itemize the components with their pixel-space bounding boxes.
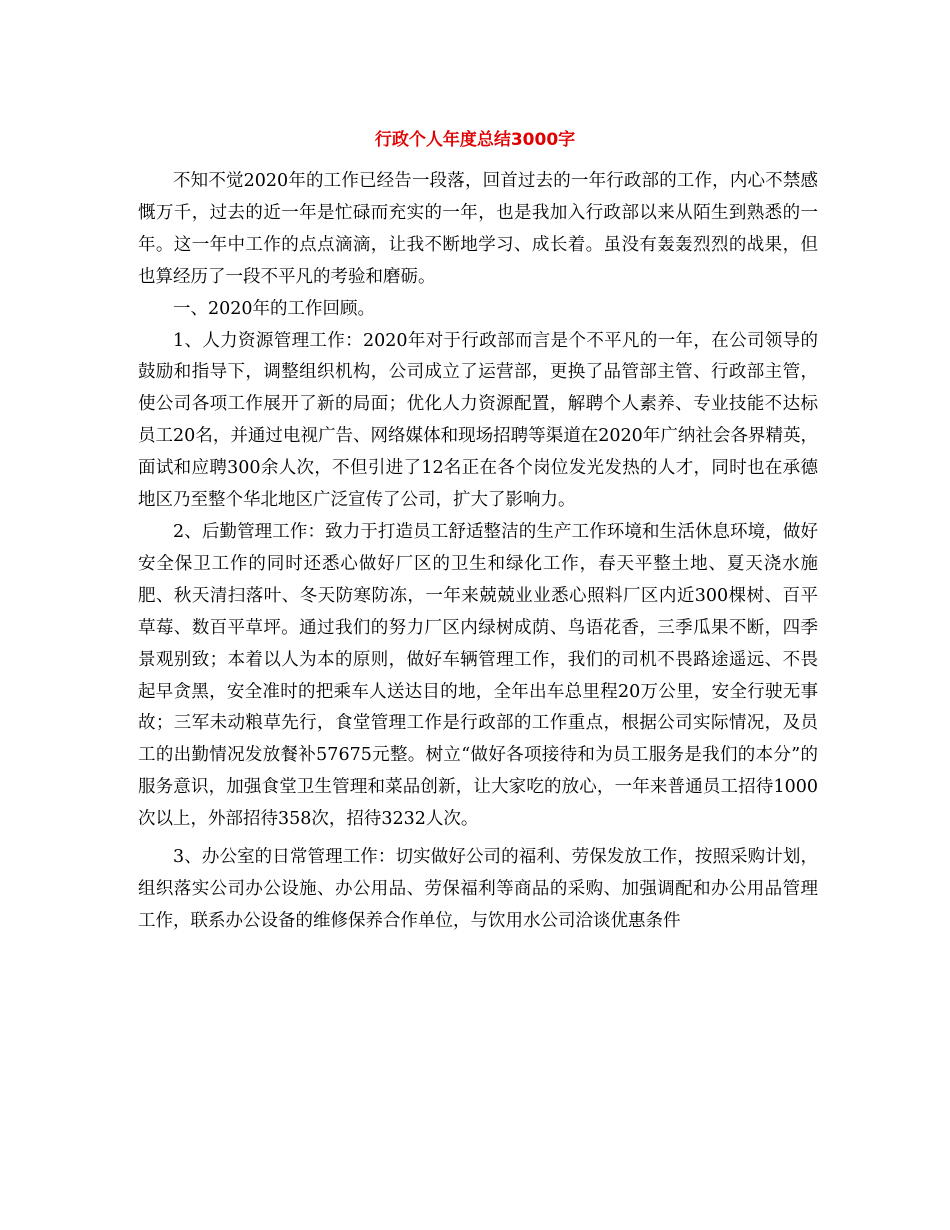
document-title: 行政个人年度总结3000字 [374,130,576,150]
paragraph-logistics-management: 2、后勤管理工作：致力于打造员工舒适整洁的生产工作环境和生活休息环境，做好安全保卫工作的同时还悉心做好厂区的卫生和绿化工作，春天平整土地、夏天浇水施肥、秋天清扫落叶、冬天防寒防冻，一年来兢兢业业悉心照料厂区内近300棵树、百平草莓、数百平草坪。通过我们的努力厂区内绿树成荫、鸟语花香，三季瓜果不断，四季景观别致；本着以人为本的原则，做好车辆管理工作，我们的司机不畏路途遥远、不畏起早贪黑，安全准时的把乘车人送达目的地，全年出车总里程20万公里，安全行驶无事故；三军未动粮草先行，食堂管理工作是行政部的工作重点，根据公司实际情况，及员工的出勤情况发放餐补57675元整。树立“做好各项接待和为员工服务是我们的本分”的服务意识，加强食堂卫生管理和菜品创新，让大家吃的放心，一年来普通员工招待1000次以上，外部招待358次，招待3232人次。 [138,521,818,830]
paragraph-section-heading: 一、2020年的工作回顾。 [173,298,376,319]
paragraph-hr-management: 1、人力资源管理工作：2020年对于行政部而言是个不平凡的一年，在公司领导的鼓励和指导下，调整组织机构，公司成立了运营部，更换了品管部主管、行政部主管，使公司各项工作展开了新的局面；优化人力资源配置，解聘个人素养、专业技能不达标员工20名，并通过电视广告、网络媒体和现场招聘等渠道在2020年广纳社会各界精英，面试和应聘300余人次，不但引进了12名正在各个岗位发光发热的人才，同时也在承德地区乃至整个华北地区广泛宣传了公司，扩大了影响力。 [138,330,818,511]
paragraph-office-management: 3、办公室的日常管理工作：切实做好公司的福利、劳保发放工作，按照采购计划，组织落实公司办公设施、办公用品、劳保福利等商品的采购、加强调配和办公用品管理工作，联系办公设备的维修保养合作单位，与饮用水公司洽谈优惠条件 [138,847,818,931]
paragraph-intro: 不知不觉2020年的工作已经告一段落，回首过去的一年行政部的工作，内心不禁感慨万千，过去的近一年是忙碌而充实的一年，也是我加入行政部以来从陌生到熟悉的一年。这一年中工作的点点滴滴，让我不断地学习、成长着。虽没有轰轰烈烈的战果，但也算经历了一段不平凡的考验和磨砺。 [138,171,818,287]
document-body [138,166,818,938]
